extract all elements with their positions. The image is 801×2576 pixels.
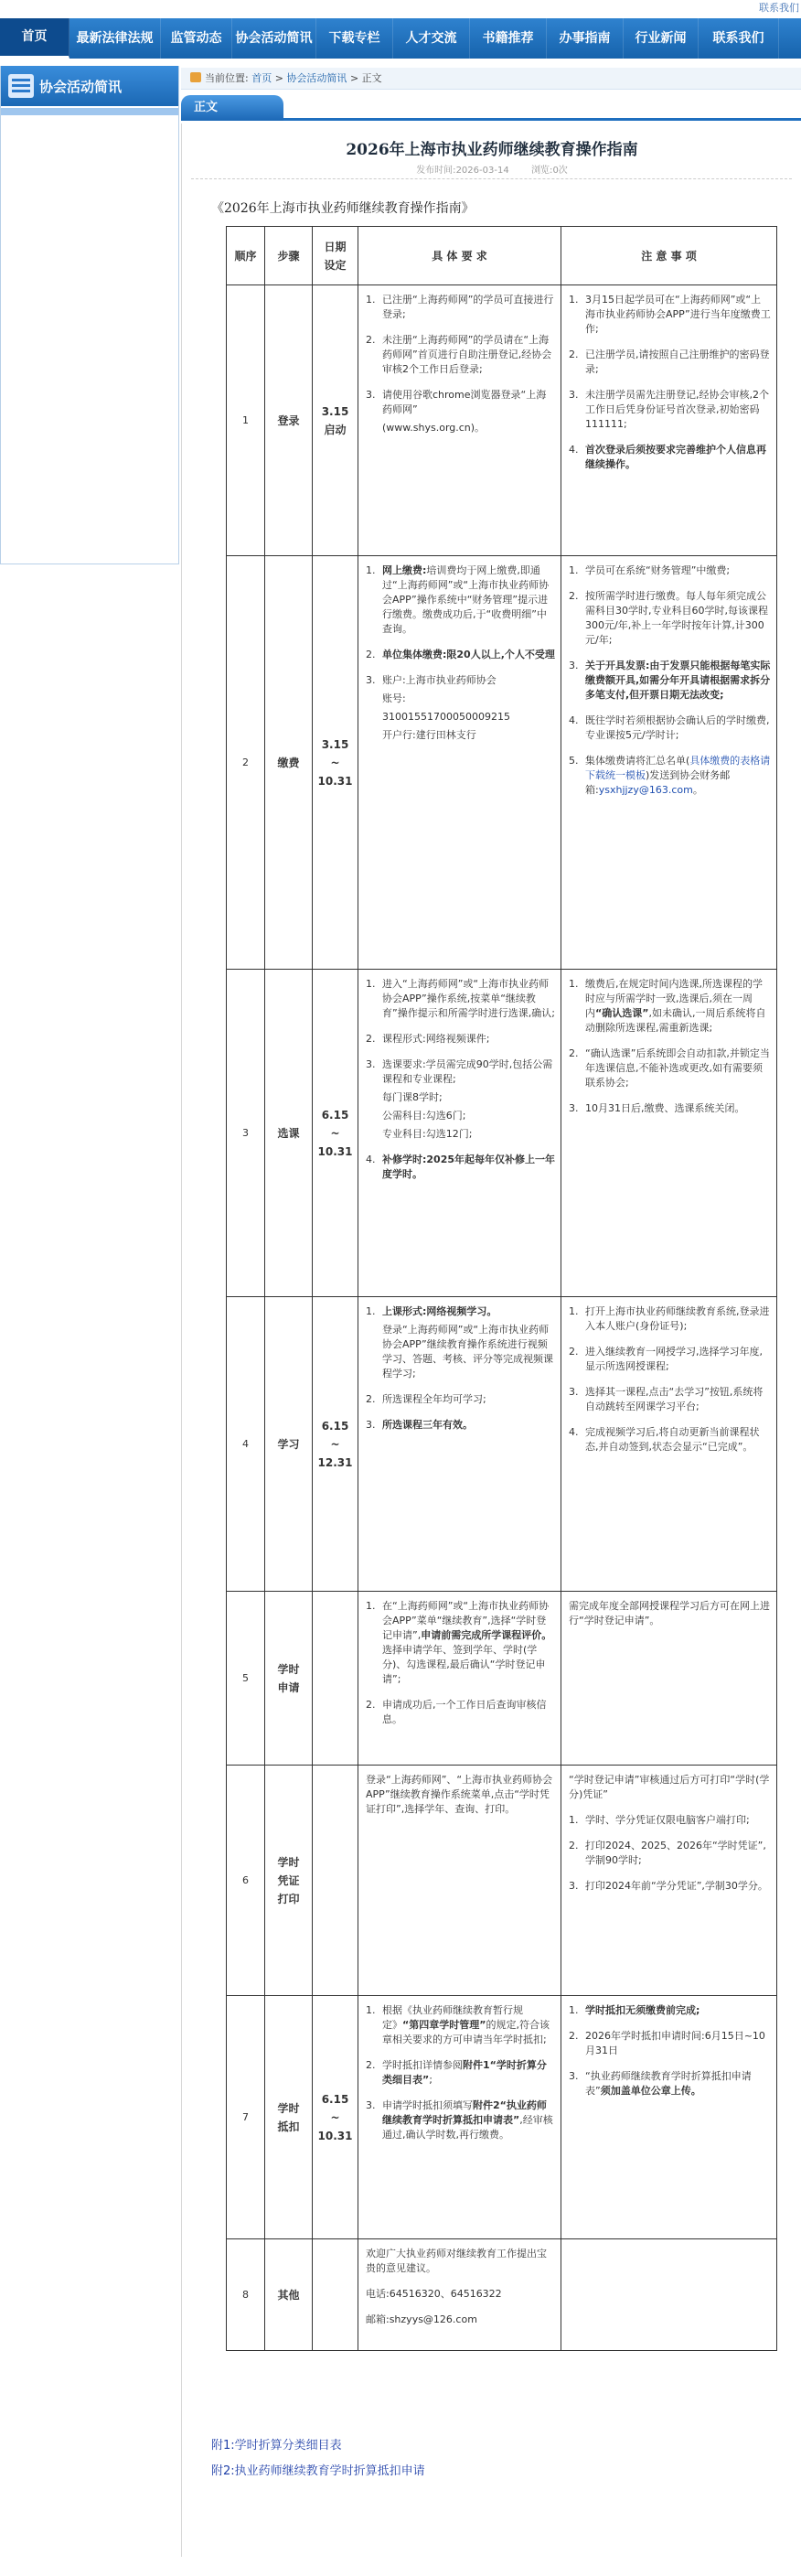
item-subline: 公需科目:勾选6门; (382, 1110, 466, 1122)
item-number: 3. (366, 674, 376, 686)
item-text: 课程形式:网络视频课件; (382, 1033, 490, 1045)
home-icon (190, 72, 201, 82)
list-item (366, 333, 555, 377)
cell-step: 学时 凭证 打印 (265, 1766, 313, 1996)
nav-item[interactable]: 联系我们 (699, 18, 779, 59)
nav-item[interactable]: 人才交流 (393, 18, 470, 59)
item-subline: 开户行:建行田林支行 (382, 729, 476, 741)
list-item (569, 2003, 771, 2018)
table-header-row (227, 227, 777, 285)
item-number: 2. (366, 649, 376, 660)
cell-requirements (358, 1766, 561, 1996)
list-item (366, 293, 555, 322)
item-text-rest: 培训费均于网上缴费,即通过“上海药师网”或“上海市执业药师协会APP”操作系统中“财务管理”提示进行缴费。缴费成功后,于“收费明细”中查询。 (382, 564, 550, 635)
list-item (366, 1698, 555, 1727)
cell-notes (561, 556, 777, 970)
cell-notes (561, 1766, 777, 1996)
article-subtitle: 《2026年上海市执业药师继续教育操作指南》 (211, 201, 475, 216)
requirements-text: 欢迎广大执业药师对继续教育工作提出宝贵的意见建议。 (366, 2248, 547, 2274)
item-text-after: )发送到协会财务邮箱: (585, 769, 731, 796)
list-item (569, 1385, 771, 1414)
item-number: 3. (569, 1102, 579, 1114)
item-text: 学时抵扣无须缴费前完成; (585, 2004, 700, 2016)
breadcrumb-current: 正文 (361, 72, 382, 84)
item-text-end: 。 (692, 784, 703, 796)
breadcrumb-section[interactable]: 协会活动简讯 (286, 72, 347, 84)
item-number: 2. (569, 1840, 579, 1852)
cell-order: 4 (227, 1297, 265, 1592)
cell-requirements (358, 285, 561, 556)
item-number: 2. (366, 1393, 376, 1405)
main-nav (0, 18, 801, 59)
breadcrumb-home[interactable]: 首页 (251, 72, 272, 84)
cell-notes (561, 285, 777, 556)
table-header-cell: 步骤 (265, 227, 313, 285)
item-text: 3月15日起学员可在“上海药师网”或“上海市执业药师协会APP”进行当年度缴费工作; (585, 294, 771, 335)
item-number: 2. (366, 2059, 376, 2071)
cell-requirements (358, 1592, 561, 1766)
item-number: 3. (366, 1058, 376, 1070)
item-number: 1. (366, 294, 376, 306)
item-text: 完成视频学习后,将自动更新当前课程状态,并自动签到,状态会显示“已完成”。 (585, 1426, 760, 1453)
item-number: 1. (569, 2004, 579, 2016)
list-item (569, 564, 771, 578)
item-text-after: ,经审核通过,确认学时数,再行缴费。 (382, 2114, 553, 2141)
cell-requirements (358, 2239, 561, 2351)
item-text: “确认选课”后系统即会自动扣款,并锁定当年选课信息,不能补选或更改,如有需要须联系协会; (585, 1047, 770, 1089)
item-subline: 账号: (382, 692, 406, 704)
list-item (569, 443, 771, 472)
item-text: 所选课程全年均可学习; (382, 1393, 486, 1405)
item-subline: (www.shys.org.cn)。 (382, 422, 486, 434)
table-row (227, 2239, 777, 2351)
numbered-list (569, 1813, 771, 1894)
cell-order: 8 (227, 2239, 265, 2351)
item-text-after: ; (429, 2074, 433, 2086)
cell-requirements (358, 1297, 561, 1592)
item-number: 5. (569, 755, 579, 767)
item-emphasis: 须加盖单位公章上传。 (600, 2085, 701, 2097)
item-number: 2. (366, 1033, 376, 1045)
attachment-link-2[interactable]: 附2:执业药师继续教育学时折算抵扣申请 (211, 2464, 425, 2478)
cell-date: 6.15 ~ 10.31 (313, 970, 358, 1297)
requirements-text: 登录“上海药师网”、“上海市执业药师协会APP”继续教育操作系统菜单,点击“学时凭证打印”,选择学年、查询、打印。 (366, 1774, 553, 1815)
views-count: 0次 (552, 166, 568, 176)
guide-table (226, 226, 777, 2351)
list-item (366, 1418, 555, 1433)
publish-date: 2026-03-14 (455, 166, 509, 176)
item-text: 账户:上海市执业药师协会 (382, 674, 497, 686)
publish-label: 发布时间: (416, 166, 456, 176)
item-emphasis: 申请前需完成所学课程评价。 (421, 1629, 552, 1641)
list-item (569, 348, 771, 377)
list-item (366, 977, 555, 1021)
cell-date (313, 1766, 358, 1996)
list-item (366, 2003, 555, 2047)
item-text: 根据《执业药师继续教育暂行规定》 (382, 2004, 523, 2031)
page-footer (0, 2561, 801, 2576)
breadcrumb-prefix: 当前位置: (205, 72, 249, 84)
item-number: 4. (569, 444, 579, 456)
item-text-after: 选择申请学年、签到学年、学时(学分)、勾选课程,最后确认“学时登记申请”; (382, 1644, 546, 1685)
cell-requirements (358, 1996, 561, 2239)
nav-item[interactable]: 监管动态 (161, 18, 232, 59)
item-number: 2. (366, 334, 376, 346)
item-number: 2. (569, 2030, 579, 2042)
item-number: 2. (569, 1047, 579, 1059)
list-item (569, 1425, 771, 1454)
nav-item[interactable]: 协会活动简讯 (232, 18, 316, 59)
numbered-list (569, 1304, 771, 1454)
list-item (366, 1599, 555, 1687)
news-list-icon (8, 74, 34, 98)
item-emphasis: 附件1“学时折算分类细目表” (382, 2059, 547, 2086)
list-item (569, 2029, 771, 2058)
item-subline: 专业科目:勾选12门; (382, 1128, 473, 1140)
nav-item[interactable]: 行业新闻 (624, 18, 699, 59)
item-text-after: ,如未确认,一周后系统将自动删除所选课程,需重新选课; (585, 1007, 766, 1034)
cell-step: 选课 (265, 970, 313, 1297)
cell-date (313, 2239, 358, 2351)
item-text: 进入“上海药师网”或“上海市执业药师协会APP”操作系统,按菜单“继续教育”操作提示和所需学时进行选课,确认; (382, 978, 555, 1019)
list-item (569, 1101, 771, 1116)
finance-email[interactable]: ysxhjjzy@163.com (598, 784, 693, 796)
item-text: 未注册“上海药师网”的学员请在“上海药师网”首页进行自助注册登记,经协会审核2个工作日后登录; (382, 334, 552, 375)
list-item (366, 2058, 555, 2088)
item-text: 学时抵扣详情参阅 (382, 2059, 463, 2071)
cell-step: 学时 抵扣 (265, 1996, 313, 2239)
cell-requirements (358, 556, 561, 970)
list-item (569, 2069, 771, 2098)
numbered-list (569, 293, 771, 472)
list-item (569, 293, 771, 337)
cell-date (313, 1592, 358, 1766)
list-item (569, 589, 771, 648)
list-item (569, 714, 771, 743)
title-divider (191, 178, 792, 179)
table-row (227, 970, 777, 1297)
table-row (227, 1766, 777, 1996)
item-subline: 登录“上海药师网”或“上海市执业药师协会APP”继续教育操作系统进行视频学习、答题、考核、评分等完成视频课程学习; (382, 1324, 553, 1379)
nav-item[interactable]: 办事指南 (547, 18, 624, 59)
nav-item[interactable]: 书籍推荐 (470, 18, 547, 59)
numbered-list (569, 977, 771, 1116)
list-item (366, 564, 555, 637)
nav-item[interactable]: 首页 (0, 18, 69, 59)
item-number: 3. (569, 1880, 579, 1892)
item-text: 既往学时若须根据协会确认后的学时缴费,专业课按5元/学时计; (585, 714, 770, 741)
nav-item[interactable]: 下载专栏 (316, 18, 393, 59)
cell-notes (561, 1297, 777, 1592)
list-item (366, 1304, 555, 1381)
cell-notes (561, 970, 777, 1297)
list-item (366, 1153, 555, 1182)
cell-order: 2 (227, 556, 265, 970)
item-number: 1. (366, 978, 376, 990)
item-text: 集体缴费请将汇总名单( (585, 755, 690, 767)
item-text: 10月31日后,缴费、选课系统关闭。 (585, 1102, 745, 1114)
item-text: 申请成功后,一个工作日后查询审核信息。 (382, 1699, 547, 1725)
numbered-list (366, 1599, 555, 1727)
template-download-link[interactable]: 具体缴费的表格请下载统一模板 (585, 755, 771, 781)
item-number: 4. (366, 1154, 376, 1165)
list-item (366, 2098, 555, 2142)
list-item (366, 673, 555, 743)
table-header-cell: 注 意 事 项 (561, 227, 777, 285)
item-text-after: 的规定,符合该章相关要求的方可申请当年学时抵扣; (382, 2019, 550, 2045)
item-text: 首次登录后须按要求完善维护个人信息再继续操作。 (585, 444, 766, 470)
top-contact-link[interactable]: 联系我们 (759, 2, 799, 14)
item-text: 打印2024年前“学分凭证”,学制30学分。 (585, 1880, 768, 1892)
item-number: 3. (366, 389, 376, 401)
sidebar-body (1, 115, 178, 564)
item-text: 在“上海药师网”或“上海市执业药师协会APP”菜单“继续教育”,选择“学时登记申请”, (382, 1600, 550, 1641)
item-text: 选择其一课程,点击“去学习”按钮,系统将自动跳转至网课学习平台; (585, 1386, 764, 1412)
item-number: 1. (569, 564, 579, 576)
item-number: 3. (366, 1419, 376, 1431)
cell-step: 学时 申请 (265, 1592, 313, 1766)
cell-notes (561, 1996, 777, 2239)
item-text: “执业药师继续教育学时折算抵扣申请表” (585, 2070, 752, 2097)
item-number: 2. (366, 1699, 376, 1711)
item-text: 未注册学员需先注册登记,经协会审核,2个工作日后凭身份证号首次登录,初始密码111111; (585, 389, 769, 430)
table-header-cell: 具 体 要 求 (358, 227, 561, 285)
item-text: 学时、学分凭证仅限电脑客户端打印; (585, 1814, 750, 1826)
item-number: 2. (569, 349, 579, 360)
breadcrumb (181, 68, 801, 90)
numbered-list (366, 2003, 555, 2142)
contact-line: 邮箱:shzyys@126.com (366, 2313, 477, 2325)
nav-item[interactable]: 最新法律法规 (69, 18, 161, 59)
item-text: 学员可在系统“财务管理”中缴费; (585, 564, 731, 576)
cell-order: 3 (227, 970, 265, 1297)
numbered-list (366, 1304, 555, 1433)
cell-step: 学习 (265, 1297, 313, 1592)
views-label: 浏览: (531, 166, 553, 176)
list-item (366, 648, 555, 662)
item-text: 补修学时:2025年起每年仅补修上一年度学时。 (382, 1154, 556, 1180)
list-item (366, 1392, 555, 1407)
item-number: 3. (366, 2099, 376, 2111)
item-emphasis: 附件2“执业药师继续教育学时折算抵扣申请表” (382, 2099, 547, 2126)
cell-date: 3.15 ~ 10.31 (313, 556, 358, 970)
numbered-list (366, 293, 555, 435)
cell-order: 5 (227, 1592, 265, 1766)
item-text: 已注册学员,请按照自己注册维护的密码登录; (585, 349, 770, 375)
notes-intro: “学时登记申请”审核通过后方可打印“学时(学分)凭证” (569, 1774, 770, 1800)
numbered-list (569, 564, 771, 798)
item-emphasis: “确认选课” (595, 1007, 649, 1019)
table-row (227, 1592, 777, 1766)
item-text: 关于开具发票:由于发票只能根据每笔实际缴费额开具,如需分年开具请根据需求拆分多笔支付,但开票日期无法改变; (585, 660, 771, 701)
cell-step: 其他 (265, 2239, 313, 2351)
numbered-list (569, 2003, 771, 2098)
cell-notes (561, 1592, 777, 1766)
item-number: 1. (366, 1305, 376, 1317)
cell-step: 缴费 (265, 556, 313, 970)
sidebar-header[interactable] (1, 66, 178, 106)
item-text: 所选课程三年有效。 (382, 1419, 473, 1431)
numbered-list (366, 564, 555, 743)
numbered-list (366, 977, 555, 1182)
item-text: 打印2024、2025、2026年“学时凭证”,学制90学时; (585, 1840, 766, 1866)
item-number: 4. (569, 714, 579, 726)
cell-notes (561, 2239, 777, 2351)
list-item (569, 659, 771, 703)
sidebar-title: 协会活动简讯 (39, 78, 123, 95)
table-header-cell: 日期 设定 (313, 227, 358, 285)
item-text: 按所需学时进行缴费。每人每年须完成公需科目30学时,专业科目60学时,每该课程300元/年,补上一年学时按年计算,计300元/年; (585, 590, 768, 646)
table-row (227, 1996, 777, 2239)
list-item (569, 977, 771, 1036)
cell-order: 1 (227, 285, 265, 556)
list-item (366, 1032, 555, 1046)
article-meta (182, 162, 801, 176)
table-row (227, 285, 777, 556)
item-number: 1. (366, 1600, 376, 1612)
contact-line: 电话:64516320、64516322 (366, 2288, 502, 2300)
item-text: 选课要求:学员需完成90学时,包括公需课程和专业课程; (382, 1058, 553, 1085)
attachment-link-1[interactable]: 附1:学时折算分类细目表 (211, 2439, 342, 2453)
item-emphasis: “第四章学时管理” (402, 2019, 486, 2031)
table-row (227, 1297, 777, 1592)
item-subline: 31001551700050009215 (382, 711, 510, 723)
list-item (569, 1345, 771, 1374)
item-number: 1. (569, 1814, 579, 1826)
item-text: 单位集体缴费:限20人以上,个人不受理 (382, 649, 555, 660)
item-text: 申请学时抵扣须填写 (382, 2099, 473, 2111)
list-item (569, 1046, 771, 1090)
sidebar-divider (1, 108, 178, 115)
list-item (569, 1304, 771, 1334)
item-text: 请使用谷歌chrome浏览器登录“上海药师网” (382, 389, 547, 415)
item-number: 3. (569, 2070, 579, 2082)
item-number: 4. (569, 1426, 579, 1438)
breadcrumb-sep: > (349, 72, 359, 84)
article (181, 123, 801, 2557)
list-item (569, 754, 771, 798)
item-text: 进入继续教育一网授学习,选择学习年度,显示所选网授课程; (585, 1346, 763, 1372)
tab-main-text[interactable]: 正文 (181, 95, 283, 121)
cell-date: 6.15 ~ 10.31 (313, 1996, 358, 2239)
top-strip (0, 0, 801, 18)
list-item (569, 388, 771, 432)
breadcrumb-sep: > (274, 72, 283, 84)
item-text: 已注册“上海药师网”的学员可直接进行登录; (382, 294, 554, 320)
item-number: 3. (569, 389, 579, 401)
cell-date: 3.15 启动 (313, 285, 358, 556)
cell-order: 7 (227, 1996, 265, 2239)
item-text: 打开上海市执业药师继续教育系统,登录进入本人账户(身份证号); (585, 1305, 770, 1332)
table-row (227, 556, 777, 970)
item-number: 3. (569, 1386, 579, 1398)
table-header-cell: 顺序 (227, 227, 265, 285)
cell-requirements (358, 970, 561, 1297)
item-text: 上课形式:网络视频学习。 (382, 1305, 497, 1317)
item-number: 2. (569, 590, 579, 602)
sidebar (0, 66, 179, 564)
cell-order: 6 (227, 1766, 265, 1996)
cell-date: 6.15 ~ 12.31 (313, 1297, 358, 1592)
list-item (569, 1839, 771, 1868)
item-number: 1. (366, 2004, 376, 2016)
list-item (569, 1813, 771, 1828)
item-number: 1. (569, 294, 579, 306)
item-text: 2026年学时抵扣申请时间:6月15日~10月31日 (585, 2030, 765, 2056)
item-number: 1. (366, 564, 376, 576)
item-subline: 每门课8学时; (382, 1091, 443, 1103)
list-item (366, 1057, 555, 1142)
item-number: 2. (569, 1346, 579, 1358)
item-number: 3. (569, 660, 579, 671)
item-number: 1. (569, 1305, 579, 1317)
list-item (569, 1879, 771, 1894)
article-title: 2026年上海市执业药师继续教育操作指南 (346, 141, 638, 159)
item-text: 网上缴费: (382, 564, 427, 576)
content-tabbar (181, 95, 801, 121)
item-text: 缴费后,在规定时间内选课,所选课程的学时应与所需学时一致,选课后,须在一周内 (585, 978, 763, 1019)
cell-step: 登录 (265, 285, 313, 556)
item-number: 1. (569, 978, 579, 990)
list-item (366, 388, 555, 435)
notes-text: 需完成年度全部网授课程学习后方可在网上进行“学时登记申请”。 (569, 1600, 770, 1626)
